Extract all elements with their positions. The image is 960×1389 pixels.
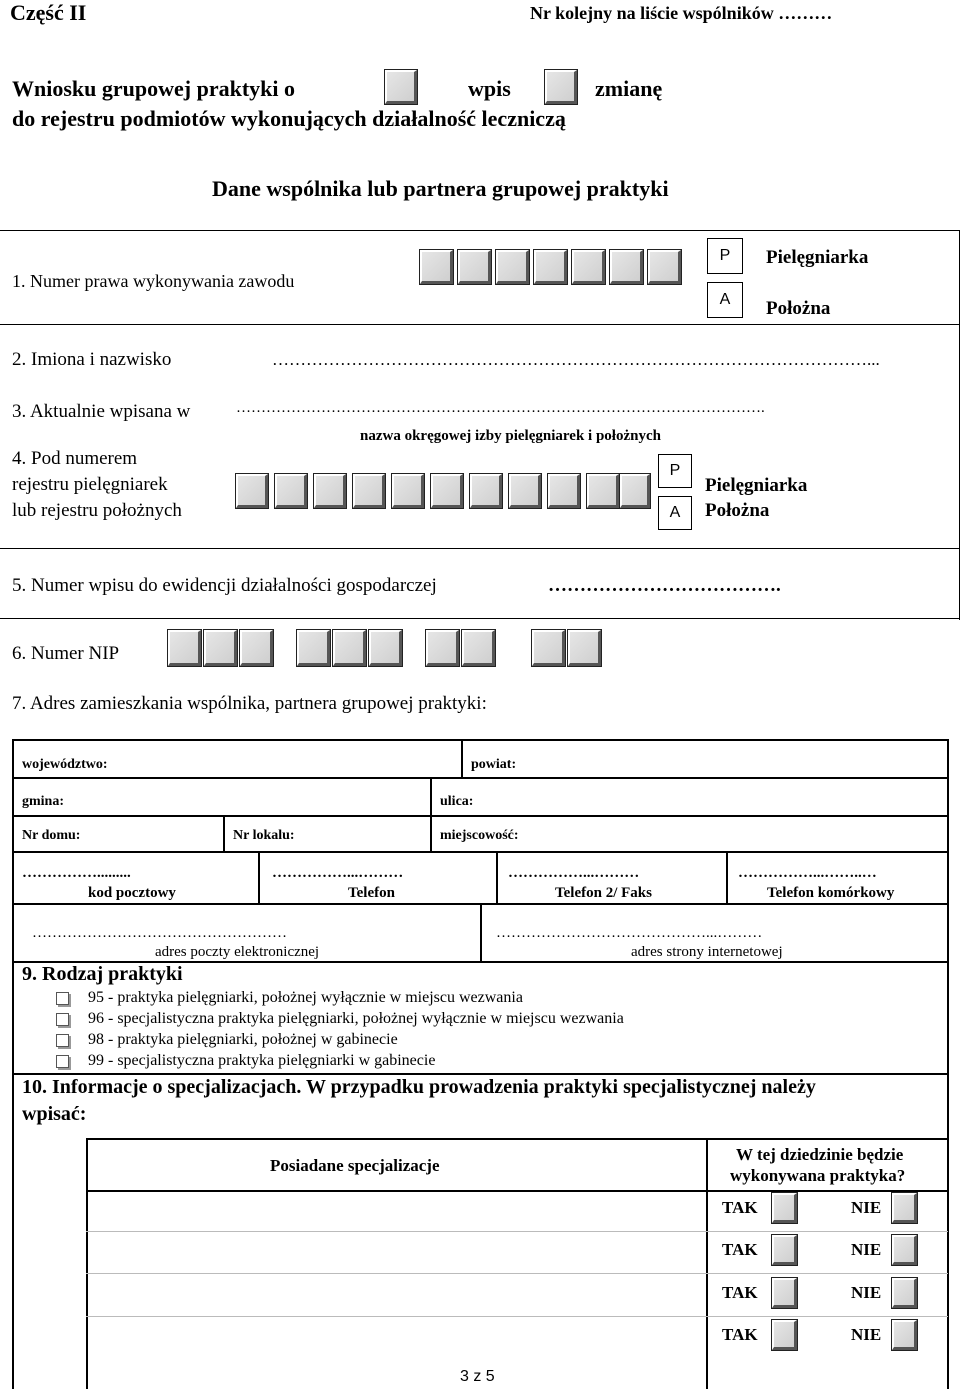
street-label: ulica:	[440, 794, 474, 809]
house-number-label: Nr domu:	[22, 828, 81, 843]
town-label: miejscowość:	[440, 828, 519, 843]
practice-type-98-checkbox[interactable]	[56, 1034, 69, 1047]
www-field[interactable]: ……………………………………...………	[496, 925, 763, 941]
frame-line-3	[0, 618, 960, 619]
mobile-caption: Telefon komórkowy	[767, 885, 895, 901]
license-digit-1[interactable]	[420, 250, 453, 284]
nip-digit-2[interactable]	[204, 630, 237, 666]
phone2-fax-caption: Telefon 2/ Faks	[555, 885, 652, 901]
license-digit-4[interactable]	[534, 250, 567, 284]
register-digit-2[interactable]	[275, 474, 307, 508]
practice-type-95-label: 95 - praktyka pielęgniarki, położnej wyłącznie w miejscu wezwania	[88, 989, 523, 1006]
address-section-title: 7. Adres zamieszkania wspólnika, partnera grupowej praktyki:	[12, 693, 487, 714]
no-checkbox-2[interactable]	[892, 1235, 917, 1265]
nip-digit-7[interactable]	[426, 630, 459, 666]
register-digit-9[interactable]	[548, 474, 580, 508]
section9-bottom-line	[12, 1073, 948, 1075]
spec-row-line-2	[86, 1273, 948, 1274]
spec-row-line-1	[86, 1231, 948, 1232]
license-number-label: 1. Numer prawa wykonywania zawodu	[12, 271, 295, 291]
register-label-line3: lub rejestru położnych	[12, 500, 182, 521]
address-row-line-3	[12, 851, 948, 853]
entry-checkbox[interactable]	[385, 70, 417, 104]
register-letter-p-box[interactable]: P	[658, 454, 692, 488]
mobile-field[interactable]: ……………...……..…	[738, 865, 877, 881]
nip-digit-4[interactable]	[297, 630, 330, 666]
specializations-title-line2: wpisać:	[22, 1103, 87, 1125]
postal-code-caption: kod pocztowy	[88, 885, 176, 901]
address-table-left	[12, 739, 14, 962]
register-digit-10[interactable]	[587, 474, 619, 508]
frame-line-2	[0, 548, 960, 549]
nip-digit-5[interactable]	[333, 630, 366, 666]
practice-col-header-line2: wykonywana praktyka?	[730, 1166, 906, 1185]
register-digit-3[interactable]	[314, 474, 346, 508]
chamber-label: 3. Aktualnie wpisana w	[12, 401, 191, 422]
specializations-title-line1: 10. Informacje o specjalizacjach. W przypadku prowadzenia praktyki specjalistycznej należy	[22, 1076, 816, 1098]
address-divider-row2	[430, 777, 432, 816]
register-digit-8[interactable]	[509, 474, 541, 508]
register-nurse-label: Pielęgniarka	[705, 475, 808, 496]
nip-digit-1[interactable]	[168, 630, 201, 666]
full-name-label: 2. Imiona i nazwisko	[12, 349, 172, 370]
nip-digit-10[interactable]	[568, 630, 601, 666]
chamber-field[interactable]: …………………………………………………………………………………………….	[236, 400, 765, 416]
license-digit-3[interactable]	[496, 250, 529, 284]
license-digit-2[interactable]	[458, 250, 491, 284]
nip-label: 6. Numer NIP	[12, 643, 120, 664]
yes-checkbox-3[interactable]	[772, 1278, 797, 1308]
yes-label-2: TAK	[722, 1240, 758, 1259]
spec-table-top	[86, 1138, 948, 1140]
no-checkbox-4[interactable]	[892, 1320, 917, 1350]
phone-caption: Telefon	[348, 885, 395, 901]
nip-digit-8[interactable]	[462, 630, 495, 666]
business-registry-label: 5. Numer wpisu do ewidencji działalności gospodarczej	[12, 575, 437, 596]
practice-type-99-label: 99 - specjalistyczna praktyka pielęgniarki w gabinecie	[88, 1052, 436, 1069]
practice-type-95-checkbox[interactable]	[56, 992, 69, 1005]
phone2-fax-field[interactable]: ……………...………	[508, 865, 640, 881]
address-divider-row5	[480, 903, 482, 962]
address-divider-row3a	[223, 815, 225, 852]
yes-label-3: TAK	[722, 1283, 758, 1302]
practice-type-96-checkbox[interactable]	[56, 1013, 69, 1026]
chamber-caption: nazwa okręgowej izby pielęgniarek i położnych	[360, 428, 661, 444]
address-table-top	[12, 739, 948, 741]
section9-frame-right	[947, 961, 949, 1389]
license-nurse-label: Pielęgniarka	[766, 247, 869, 268]
change-checkbox[interactable]	[545, 70, 577, 104]
register-digit-5[interactable]	[392, 474, 424, 508]
flat-number-label: Nr lokalu:	[233, 828, 295, 843]
register-label-line1: 4. Pod numerem	[12, 448, 138, 469]
address-divider-row4c	[726, 851, 728, 904]
spec-row-line-3	[86, 1316, 948, 1317]
spec-table-left	[86, 1138, 88, 1389]
address-divider-row1	[461, 739, 463, 778]
register-letter-a-box[interactable]: A	[658, 496, 692, 530]
phone-field[interactable]: ……………...………	[272, 865, 404, 881]
no-label-2: NIE	[851, 1240, 882, 1259]
section-subtitle: Dane wspólnika lub partnera grupowej praktyki	[212, 176, 669, 201]
license-digit-5[interactable]	[572, 250, 605, 284]
address-row-line-2	[12, 815, 948, 817]
practice-type-98-label: 98 - praktyka pielęgniarki, położnej w gabinecie	[88, 1031, 398, 1048]
license-digit-7[interactable]	[648, 250, 681, 284]
yes-label-4: TAK	[722, 1325, 758, 1344]
application-title-line2: do rejestru podmiotów wykonujących działalność leczniczą	[12, 106, 566, 131]
email-field[interactable]: ……………………………………………	[32, 925, 287, 941]
address-table-right	[947, 739, 949, 962]
register-digit-11[interactable]	[620, 474, 650, 508]
practice-type-title: 9. Rodzaj praktyki	[22, 963, 183, 985]
serial-number-label: Nr kolejny na liście wspólników ………	[530, 3, 833, 23]
address-row-line-1	[12, 777, 948, 779]
part-heading: Część II	[10, 0, 87, 25]
nip-digit-6[interactable]	[369, 630, 402, 666]
register-digit-1[interactable]	[236, 474, 268, 508]
change-option-label: zmianę	[595, 76, 663, 101]
yes-checkbox-1[interactable]	[772, 1193, 797, 1223]
application-title-prefix: Wniosku grupowej praktyki o	[12, 76, 296, 101]
address-divider-row3b	[430, 815, 432, 852]
nip-digit-9[interactable]	[532, 630, 565, 666]
license-letter-a-box[interactable]: A	[707, 282, 743, 318]
business-registry-field[interactable]: ……………………………….	[548, 575, 781, 596]
license-midwife-label: Położna	[766, 298, 831, 319]
spec-table-header-bottom	[86, 1190, 948, 1192]
voivodeship-label: województwo:	[22, 757, 108, 772]
no-checkbox-1[interactable]	[892, 1193, 917, 1223]
yes-checkbox-4[interactable]	[772, 1320, 797, 1350]
register-midwife-label: Położna	[705, 500, 770, 521]
spec-table-divider	[706, 1138, 708, 1389]
no-label-3: NIE	[851, 1283, 882, 1302]
address-divider-row4b	[496, 851, 498, 904]
entry-option-label: wpis	[468, 76, 511, 101]
register-digit-7[interactable]	[470, 474, 502, 508]
commune-label: gmina:	[22, 794, 64, 809]
register-label-line2: rejestru pielęgniarek	[12, 474, 168, 495]
postal-code-field[interactable]: …………….........	[22, 865, 131, 881]
register-digit-4[interactable]	[353, 474, 385, 508]
email-caption: adres poczty elektronicznej	[155, 944, 320, 960]
practice-col-header-line1: W tej dziedzinie będzie	[736, 1145, 904, 1164]
license-letter-p-box[interactable]: P	[707, 238, 743, 274]
address-divider-row4a	[258, 851, 260, 904]
no-label-1: NIE	[851, 1198, 882, 1217]
yes-label-1: TAK	[722, 1198, 758, 1217]
frame-top-line	[0, 230, 960, 231]
spec-col-header: Posiadane specjalizacje	[270, 1156, 440, 1175]
no-checkbox-3[interactable]	[892, 1278, 917, 1308]
page-number: 3 z 5	[460, 1368, 495, 1385]
section9-frame-left	[12, 961, 14, 1389]
www-caption: adres strony internetowej	[631, 944, 783, 960]
no-label-4: NIE	[851, 1325, 882, 1344]
license-digit-6[interactable]	[610, 250, 643, 284]
yes-checkbox-2[interactable]	[772, 1235, 797, 1265]
register-digit-6[interactable]	[431, 474, 463, 508]
full-name-field[interactable]: ……………………………………………………………………………………………...	[272, 350, 880, 369]
county-label: powiat:	[471, 757, 517, 772]
nip-digit-3[interactable]	[240, 630, 273, 666]
practice-type-99-checkbox[interactable]	[56, 1055, 69, 1068]
practice-type-96-label: 96 - specjalistyczna praktyka pielęgniarki, położnej wyłącznie w miejscu wezwania	[88, 1010, 624, 1027]
frame-line-1	[0, 324, 960, 325]
